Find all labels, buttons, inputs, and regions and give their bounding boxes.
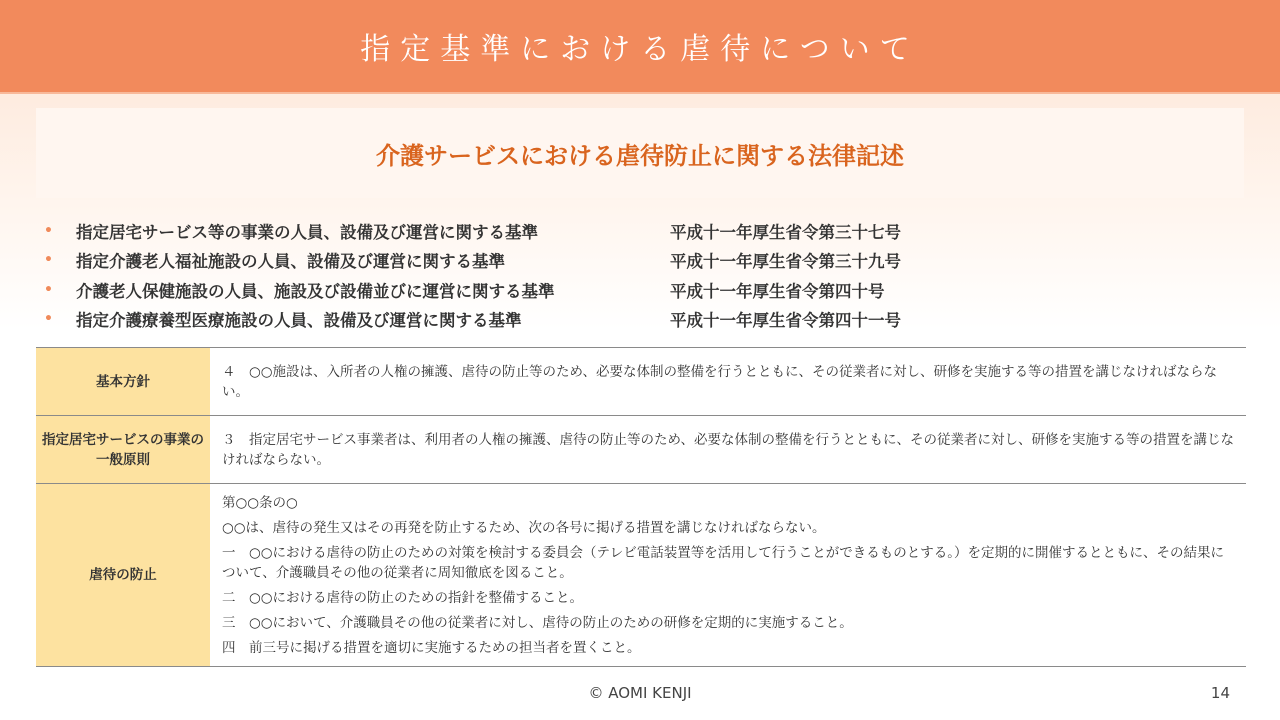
table-row (36, 348, 1246, 416)
bullet-icon: • (44, 281, 53, 298)
article-heading: 第○○条の○ (222, 494, 298, 511)
row-label-text: 指定居宅サービスの事業の一般原則 (42, 431, 204, 468)
table-row (36, 416, 1246, 484)
law-name: 指定介護老人福祉施設の人員、設備及び運営に関する基準 (76, 252, 505, 272)
law-number: 平成十一年厚生省令第三十九号 (670, 252, 901, 272)
bullet-icon: • (44, 222, 53, 239)
rules-table (36, 347, 1246, 667)
article-item-1: 一 ○○における虐待の防止のための対策を検討する委員会（テレビ電話装置等を活用して行うことができるものとする。）を定期的に開催するとともに、その結果について、介護職員その他の従業者に周知徹底を図ること。 (222, 544, 1225, 581)
row-label: 虐待の防止 (36, 484, 210, 667)
row-body (210, 416, 1246, 484)
copyright: © AOMI KENJI (588, 684, 692, 702)
bullet-icon: • (44, 311, 53, 328)
subtitle-box (36, 108, 1244, 198)
article-item-3: 三 ○○において、介護職員その他の従業者に対し、虐待の防止のための研修を定期的に実施すること。 (222, 614, 853, 631)
slide-title: 指定基準における虐待について (360, 32, 920, 67)
table-row (36, 484, 1246, 667)
row-text: ４ ○○施設は、入所者の人権の擁護、虐待の防止等のため、必要な体制の整備を行うとともに、その従業者に対し、研修を実施する等の措置を講じなければならない。 (222, 363, 1218, 400)
slide-header (0, 0, 1280, 94)
law-item (44, 305, 1244, 335)
law-number: 平成十一年厚生省令第四十一号 (670, 311, 901, 331)
law-number: 平成十一年厚生省令第四十号 (670, 281, 885, 301)
law-name: 指定居宅サービス等の事業の人員、設備及び運営に関する基準 (76, 222, 538, 242)
law-item (44, 216, 1244, 246)
bullet-icon: • (44, 252, 53, 269)
page-number: 14 (1210, 684, 1230, 702)
subtitle: 介護サービスにおける虐待防止に関する法律記述 (376, 141, 904, 170)
article-item-2: 二 ○○における虐待の防止のための指針を整備すること。 (222, 589, 584, 606)
law-name: 指定介護療養型医療施設の人員、設備及び運営に関する基準 (76, 311, 522, 331)
row-body (210, 348, 1246, 416)
article-item-4: 四 前三号に掲げる措置を適切に実施するための担当者を置くこと。 (222, 639, 641, 656)
law-name: 介護老人保健施設の人員、施設及び設備並びに運営に関する基準 (76, 281, 555, 301)
row-label (36, 416, 210, 484)
law-item (44, 275, 1244, 305)
law-list (44, 216, 1244, 334)
law-number: 平成十一年厚生省令第三十七号 (670, 222, 901, 242)
row-label: 基本方針 (36, 348, 210, 416)
article-intro: ○○は、虐待の発生又はその再発を防止するため、次の各号に掲げる措置を講じなければならない。 (222, 519, 826, 536)
row-text: ３ 指定居宅サービス事業者は、利用者の人権の擁護、虐待の防止等のため、必要な体制の整備を行うとともに、その従業者に対し、研修を実施する等の措置を講じなければならない。 (222, 431, 1234, 468)
law-item (44, 246, 1244, 276)
row-body (210, 484, 1246, 667)
